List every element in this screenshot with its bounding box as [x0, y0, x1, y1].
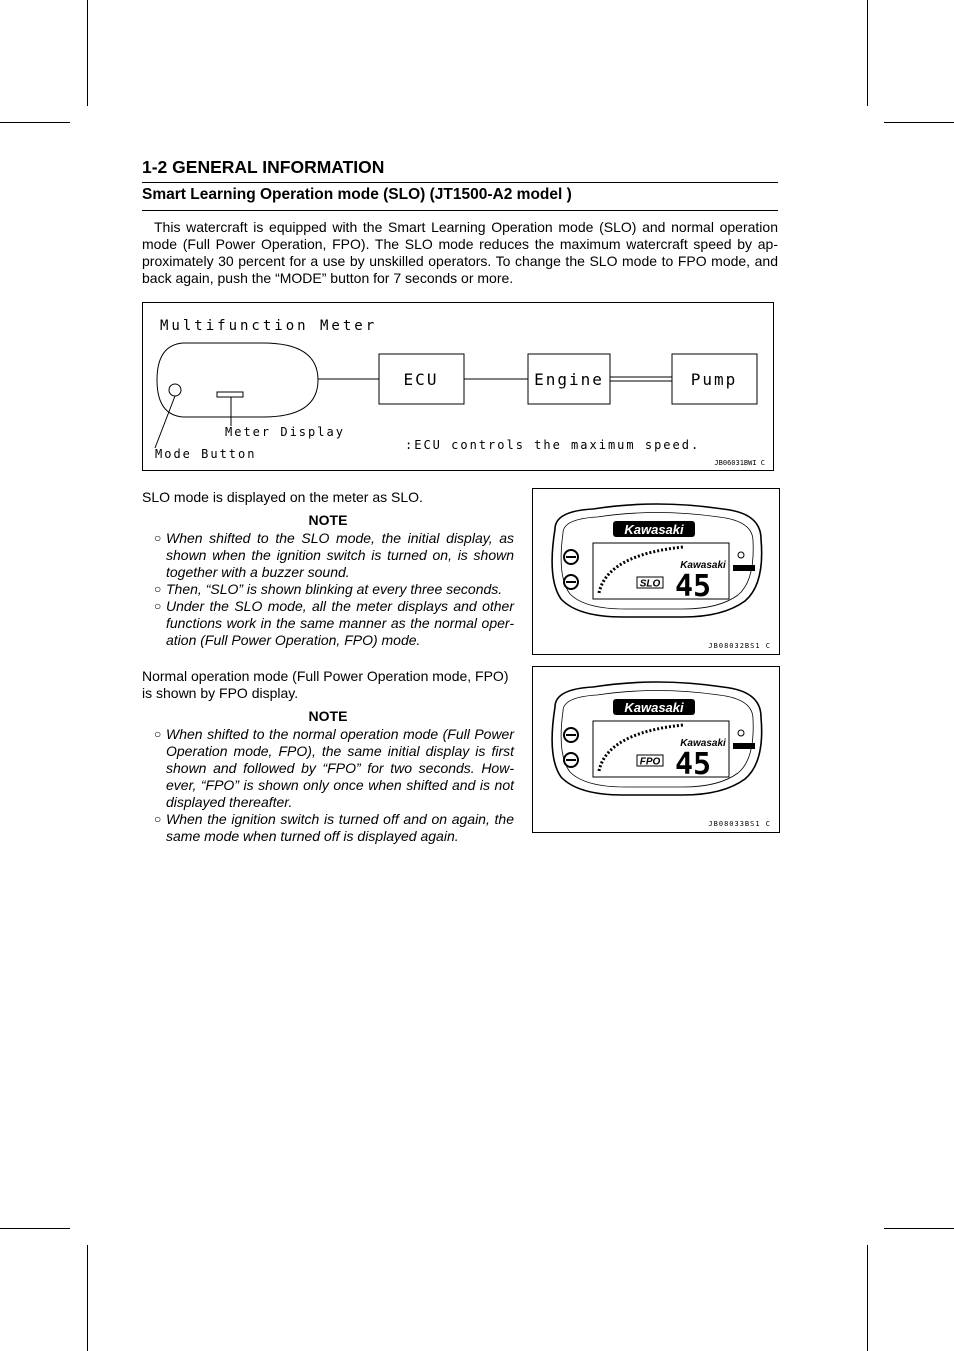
crop-mark: [884, 1228, 954, 1229]
crop-mark: [0, 122, 70, 123]
fpo-intro: Normal operation mode (Full Power Operation mode, FPO) is shown by FPO display.: [142, 668, 509, 701]
kawasaki-logo: Kawasaki: [624, 700, 684, 715]
mode-button-label: Mode Button: [155, 447, 257, 461]
pump-label: Pump: [690, 370, 738, 389]
mode-indicator-text: SLO: [639, 578, 661, 590]
diagram-code: JB06031BWI C: [714, 459, 765, 467]
bullet-icon: ○: [154, 531, 162, 545]
crop-mark: [884, 122, 954, 123]
kawasaki-logo: Kawasaki: [624, 522, 684, 537]
crop-mark: [87, 1245, 88, 1351]
diagram-title: Multifunction Meter: [160, 318, 378, 334]
note-item: ○ Under the SLO mode, all the meter displays and other functions work in the same manner as the normal oper-ation (Full Power Operation, FPO) mode.: [154, 598, 514, 648]
crop-mark: [87, 0, 88, 106]
note-item: ○ When shifted to the SLO mode, the initial display, as shown when the ignition switch is turned on, is shown together with a buzzer sound.: [154, 530, 514, 580]
crop-mark: [867, 1245, 868, 1351]
subtitle: Smart Learning Operation mode (SLO) (JT1500-A2 model ): [142, 186, 572, 203]
indicator-light: [738, 730, 744, 736]
title-rule: [142, 182, 778, 183]
ecu-label: ECU: [403, 370, 439, 389]
indicator-light: [738, 552, 744, 558]
warning-lamp: [733, 743, 755, 749]
speed-readout: 45: [674, 569, 712, 604]
mode-button-symbol: [169, 384, 181, 396]
engine-label: Engine: [534, 370, 604, 389]
crop-mark: [867, 0, 868, 106]
note-item: ○ When shifted to the normal operation mode (Full Power Operation mode, FPO), the same initial display is first shown and followed by “FPO” for two seconds. How-ever, “FPO” is shown only once when shifted and is not displayed thereafter.: [154, 726, 514, 810]
diagram-caption: :ECU controls the maximum speed.: [405, 438, 701, 452]
subtitle-rule: [142, 210, 778, 211]
mode-button-leader: [155, 396, 175, 448]
system-diagram: [142, 302, 774, 471]
slo-note-heading: NOTE: [308, 512, 348, 528]
meter-display-label: Meter Display: [225, 425, 345, 439]
meter-outline: [157, 343, 318, 417]
mode-indicator-text: FPO: [639, 756, 661, 768]
intro-paragraph: This watercraft is equipped with the Smart Learning Operation mode (SLO) and normal operation mode (Full Power Operation, FPO). The SLO mode reduces the maximum watercraft speed by ap-proximately 30 percent for a use by unskilled operators. To change the SLO mode to FPO mode, and back again, push the “MODE” button for 7 seconds or more.: [142, 219, 778, 286]
crop-mark: [0, 1228, 70, 1229]
figure-code: JB08033BS1 C: [708, 820, 771, 828]
speed-readout: 45: [674, 747, 712, 782]
fpo-note-heading: NOTE: [308, 708, 348, 724]
bullet-icon: ○: [154, 599, 162, 613]
bullet-icon: ○: [154, 582, 162, 596]
slo-meter-figure: [532, 488, 780, 655]
note-item: ○ Then, “SLO” is shown blinking at every three seconds.: [154, 581, 503, 597]
section-title: 1-2 GENERAL INFORMATION: [142, 157, 385, 177]
note-item: ○ When the ignition switch is turned off and on again, the same mode when turned off is displayed again.: [154, 811, 514, 844]
warning-lamp: [733, 565, 755, 571]
slo-intro: SLO mode is displayed on the meter as SLO.: [142, 489, 423, 505]
bullet-icon: ○: [154, 727, 162, 741]
fpo-meter-figure: [532, 666, 780, 833]
slo-section: [142, 489, 514, 649]
bullet-icon: ○: [154, 812, 162, 826]
lcd-brand: Kawasaki: [680, 738, 726, 749]
lcd-brand: Kawasaki: [680, 560, 726, 571]
figure-code: JB08032BS1 C: [708, 642, 771, 650]
meter-display-symbol: [217, 392, 243, 397]
fpo-section: [142, 668, 514, 845]
